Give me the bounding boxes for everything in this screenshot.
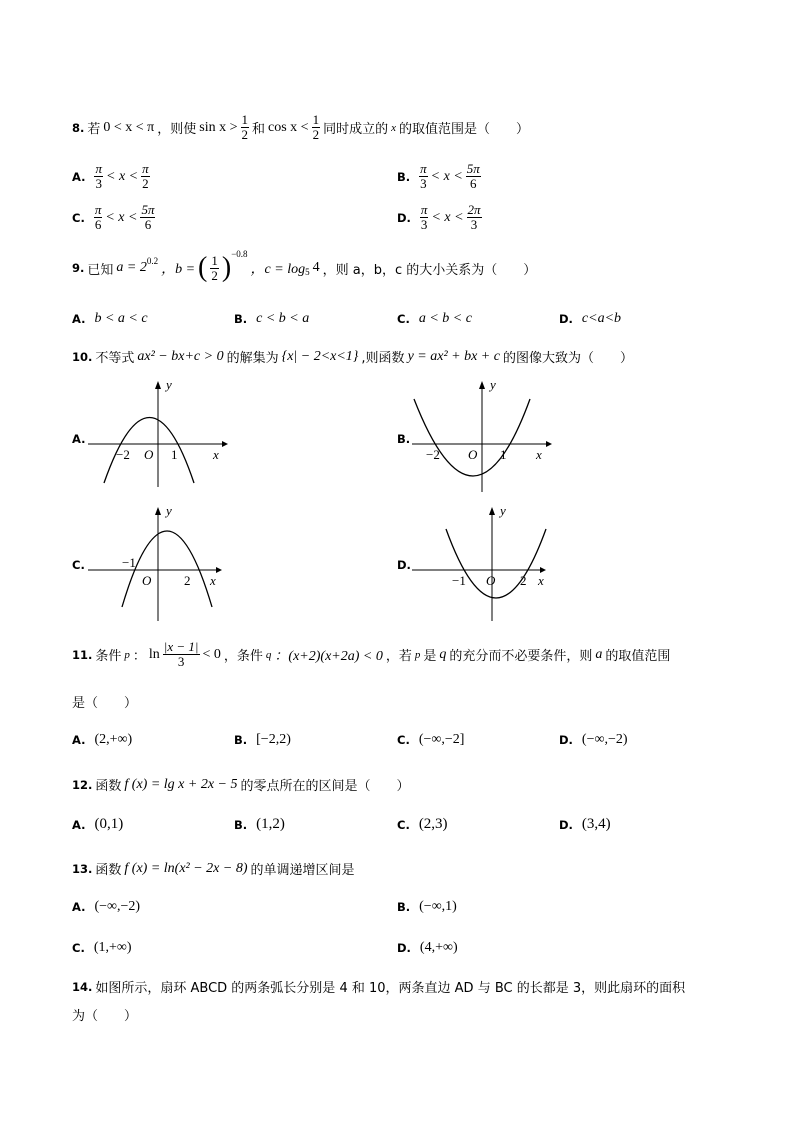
option-label: B. <box>234 817 248 832</box>
option-label: A. <box>72 900 86 914</box>
math-variable: p <box>414 648 421 661</box>
y-axis-label: y <box>166 503 172 518</box>
option-label[interactable]: A. <box>72 432 86 446</box>
math-variable: q <box>439 646 447 662</box>
origin-label: O <box>142 573 152 588</box>
option-d[interactable] <box>559 311 621 327</box>
question-text: ，则 a，b，c 的大小关系为（ ） <box>322 262 537 278</box>
question-text: ，条件 <box>223 649 263 664</box>
option-text: (4,+∞) <box>419 940 458 955</box>
math-expression: ，b = <box>161 262 196 277</box>
left-paren: ( <box>198 252 208 283</box>
option-text: (−∞,−2) <box>94 899 141 914</box>
question-text: 同时成立的 <box>323 122 389 137</box>
fraction: $\frac{1}{2}$ <box>241 112 248 142</box>
question-text: 的充分而不必要条件，则 <box>449 649 593 664</box>
origin-label: O <box>486 573 496 588</box>
right-paren: ) <box>221 252 232 283</box>
option-text: (−∞,1) <box>419 899 457 914</box>
question-text: 的取值范围 <box>605 649 671 664</box>
parabola-graph <box>412 503 562 623</box>
x-axis-arrow <box>216 567 222 573</box>
parabola-graph <box>412 377 562 492</box>
y-axis-arrow <box>155 507 161 515</box>
question-text: ,则函数 <box>361 351 405 366</box>
y-axis-label: y <box>500 503 506 518</box>
option-label: B. <box>234 312 248 326</box>
option-text: (1,+∞) <box>93 940 132 955</box>
option-label: D. <box>559 733 573 747</box>
question-text: 的单调递增区间是 <box>250 863 355 878</box>
y-axis-arrow <box>479 381 485 389</box>
y-axis-label: y <box>490 377 496 392</box>
tick-label: −2 <box>426 447 440 462</box>
math-expression: ，c = log <box>250 262 306 277</box>
option-c-graph[interactable] <box>88 503 238 623</box>
option-b[interactable] <box>234 311 309 327</box>
math-expression: cos x < <box>268 119 309 135</box>
question-text: 已知 <box>87 262 114 278</box>
y-axis-label: y <box>166 377 172 392</box>
math-expression: a = 2 <box>116 260 147 275</box>
math-expression: {x| − 2<x<1} <box>281 348 359 364</box>
option-text: (2,3) <box>418 816 448 832</box>
option-c[interactable] <box>72 940 132 956</box>
fraction: $\frac{\pi}{3}$ <box>95 161 102 191</box>
fraction: $\frac{1}{2}$ <box>211 252 218 283</box>
math-variable: a <box>595 646 603 662</box>
question-text: 不等式 <box>95 351 135 366</box>
question-text: 是（ ） <box>72 696 138 711</box>
math-expression: < x < <box>106 168 139 184</box>
x-axis-arrow <box>222 441 228 447</box>
origin-label: O <box>468 447 478 462</box>
option-label: C. <box>397 733 410 747</box>
question-number: 14. <box>72 979 93 994</box>
option-b-graph[interactable] <box>412 377 562 492</box>
tick-label: 1 <box>171 447 178 462</box>
question-number: 13. <box>72 861 93 876</box>
option-label: C. <box>72 210 85 225</box>
question-text: 是 <box>423 649 437 664</box>
option-c[interactable] <box>397 311 472 327</box>
math-expression: < x < <box>430 168 463 184</box>
question-text: ： <box>132 649 146 664</box>
question-text: 为（ ） <box>72 1009 138 1024</box>
option-label: A. <box>72 733 86 747</box>
option-a[interactable] <box>72 732 132 748</box>
tick-label: 1 <box>500 447 507 462</box>
fraction: $\frac{|x - 1|}{3}$ <box>163 639 199 669</box>
option-text: a < b < c <box>418 311 472 326</box>
fraction: $\frac{\pi}{6}$ <box>94 202 102 232</box>
question-10-stem <box>72 347 633 366</box>
question-12-stem <box>72 775 410 794</box>
fraction: $\frac{\pi}{3}$ <box>420 161 427 191</box>
option-label: C. <box>72 941 85 955</box>
math-expression: ln <box>148 646 160 662</box>
math-expression: 0 < x < π <box>103 119 155 135</box>
math-expression: f (x) = lg x + 2x − 5 <box>124 776 238 792</box>
question-text: 条件 <box>95 649 122 664</box>
question-8-stem <box>72 113 529 142</box>
math-expression: f (x) = ln(x² − 2x − 8) <box>124 860 248 876</box>
math-expression: y = ax² + bx + c <box>407 348 500 364</box>
option-d[interactable] <box>397 940 458 956</box>
x-axis-arrow <box>546 441 552 447</box>
question-text: 的解集为 <box>226 351 279 366</box>
option-label: A. <box>72 169 86 184</box>
option-d[interactable] <box>559 816 611 833</box>
x-axis-label: x <box>213 447 219 462</box>
tick-label: −1 <box>122 555 136 570</box>
y-axis-arrow <box>155 381 161 389</box>
subscript: 5 <box>305 267 310 277</box>
tick-label: 2 <box>520 573 527 588</box>
option-label: D. <box>559 312 573 326</box>
option-d-graph[interactable] <box>412 503 562 623</box>
option-text: c < b < a <box>256 311 310 326</box>
question-13-stem <box>72 859 355 878</box>
option-label: D. <box>397 210 411 225</box>
fraction: $\frac{\pi}{2}$ <box>142 161 149 191</box>
fraction: $\frac{1}{2}$ <box>312 112 320 142</box>
math-expression: 4 <box>312 260 320 275</box>
option-label: C. <box>397 817 410 832</box>
option-text: (1,2) <box>256 816 285 832</box>
fraction: $\frac{2\pi}{3}$ <box>467 202 481 232</box>
option-a-graph[interactable] <box>88 377 238 492</box>
question-number: 9. <box>72 261 85 275</box>
tick-label: −2 <box>116 447 130 462</box>
x-axis-label: x <box>536 447 542 462</box>
option-b[interactable] <box>234 732 291 748</box>
option-a[interactable] <box>72 899 140 915</box>
option-b[interactable] <box>397 162 481 191</box>
fraction: $\frac{\pi}{3}$ <box>420 202 428 232</box>
option-b[interactable] <box>234 816 285 833</box>
option-a[interactable] <box>72 311 148 327</box>
math-expression: ：(x+2)(x+2a) < 0 <box>274 648 383 664</box>
question-text: ，则使 <box>157 122 197 137</box>
option-label: A. <box>72 312 86 326</box>
parabola-graph <box>88 377 238 492</box>
question-11-stem <box>72 640 670 669</box>
option-label[interactable]: D. <box>397 558 411 572</box>
question-9-stem <box>72 249 537 284</box>
exponent: −0.8 <box>231 249 248 259</box>
option-label: B. <box>234 733 248 747</box>
question-number: 12. <box>72 777 93 792</box>
x-axis-label: x <box>538 573 544 588</box>
option-label[interactable]: B. <box>397 432 411 446</box>
math-expression: < 0 <box>202 646 221 662</box>
question-text: 函数 <box>95 863 122 878</box>
math-expression: sin x > <box>199 119 238 135</box>
origin-label: O <box>144 447 154 462</box>
option-a[interactable] <box>72 816 123 833</box>
option-text: c<a<b <box>581 311 622 326</box>
question-number: 8. <box>72 120 85 135</box>
option-text: (2,+∞) <box>94 732 133 747</box>
y-axis-arrow <box>489 507 495 515</box>
option-c[interactable] <box>397 732 464 748</box>
option-label: B. <box>397 900 411 914</box>
parabola-graph <box>88 503 238 623</box>
option-label: A. <box>72 817 86 832</box>
option-text: (0,1) <box>94 816 124 832</box>
option-text: b < a < c <box>94 311 148 326</box>
parabola-curve <box>414 399 530 476</box>
question-14-stem <box>72 977 685 996</box>
exponent: 0.2 <box>146 256 159 266</box>
option-d[interactable] <box>397 203 482 232</box>
question-text: 和 <box>252 122 266 137</box>
question-text: 如图所示，扇环 ABCD 的两条弧长分别是 4 和 10，两条直边 AD 与 BC 的长都是 3，则此扇环的面积 <box>95 981 686 996</box>
option-text: (−∞,−2] <box>418 732 465 747</box>
fraction: $\frac{5\pi}{6}$ <box>466 161 480 191</box>
question-number: 10. <box>72 349 93 364</box>
question-text: 的取值范围是（ ） <box>398 122 529 137</box>
option-b[interactable] <box>397 899 457 915</box>
fraction: $\frac{5\pi}{6}$ <box>141 202 155 232</box>
option-label: B. <box>397 169 411 184</box>
math-expression: < x < <box>105 209 138 225</box>
option-label[interactable]: C. <box>72 558 85 572</box>
math-variable: x <box>391 121 396 134</box>
math-variable: p <box>124 648 130 661</box>
option-d[interactable] <box>559 732 628 748</box>
x-axis-label: x <box>210 573 216 588</box>
option-label: D. <box>397 941 411 955</box>
question-text: ，若 <box>385 649 412 664</box>
tick-label: 2 <box>184 573 191 588</box>
math-expression: < x < <box>431 209 464 225</box>
option-label: D. <box>559 817 573 832</box>
question-text: 函数 <box>95 779 122 794</box>
option-label: C. <box>397 312 410 326</box>
option-text: (−∞,−2) <box>581 732 628 747</box>
math-variable: q <box>265 648 272 661</box>
option-text: (3,4) <box>581 816 611 832</box>
option-c[interactable] <box>397 816 448 833</box>
question-text: 若 <box>87 122 101 137</box>
question-text: 的图像大致为（ ） <box>502 351 633 366</box>
tick-label: −1 <box>452 573 466 588</box>
question-text: 的零点所在的区间是（ ） <box>240 779 410 794</box>
option-c[interactable] <box>72 203 155 232</box>
math-expression: ax² − bx+c > 0 <box>137 348 224 364</box>
question-number: 11. <box>72 647 93 662</box>
option-a[interactable] <box>72 162 150 191</box>
option-text: [−2,2) <box>256 732 291 747</box>
